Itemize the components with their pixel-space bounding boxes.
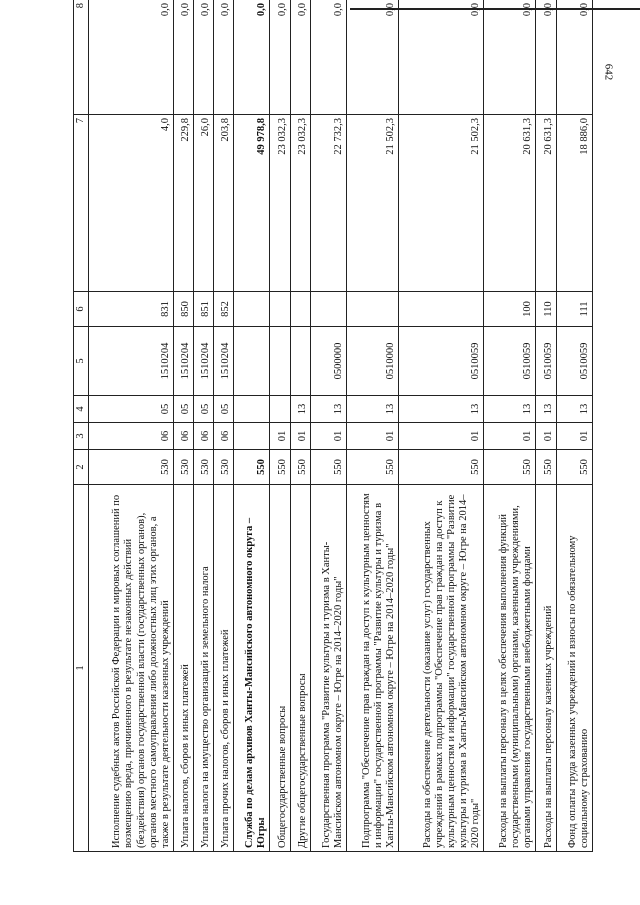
table-cell bbox=[270, 292, 290, 327]
table-cell: Расходы на выплаты персоналу казенных учреждений bbox=[536, 485, 556, 852]
table-cell: 01 bbox=[270, 423, 290, 450]
table-cell: Общегосударственные вопросы bbox=[270, 485, 290, 852]
table-cell: 0,0 bbox=[290, 0, 310, 115]
header-cell: 2 bbox=[74, 450, 89, 485]
table-cell: 850 bbox=[173, 292, 193, 327]
table-cell: 0,0 bbox=[484, 0, 536, 115]
table-cell: 0,0 bbox=[399, 0, 484, 115]
table-cell: 23 032,3 bbox=[290, 115, 310, 292]
table-cell: 0,0 bbox=[214, 0, 234, 115]
table-cell: 530 bbox=[214, 450, 234, 485]
table-cell: 0,0 bbox=[347, 0, 399, 115]
table-cell: 01 bbox=[347, 423, 399, 450]
table-cell: 550 bbox=[290, 450, 310, 485]
table-cell: 22 732,3 bbox=[310, 115, 346, 292]
table-cell: 01 bbox=[484, 423, 536, 450]
table-cell: 851 bbox=[193, 292, 213, 327]
page-number: 642 bbox=[602, 63, 615, 81]
table-row bbox=[234, 0, 270, 852]
header-cell: 1 bbox=[74, 485, 89, 852]
table-cell: 23 032,3 bbox=[270, 115, 290, 292]
table-cell: 05 bbox=[214, 396, 234, 423]
table-cell: 06 bbox=[89, 423, 174, 450]
table-cell: 550 bbox=[556, 450, 592, 485]
table-cell: Исполнение судебных актов Российской Федерации и мировых соглашений по возмещению вреда, причиненного в результате незаконных действий (бездействия) органов государственной власти (государственных органов), органов местного самоуправления либо должностных лиц этих органов, а также в результате деятельности казенных учреждений bbox=[89, 485, 174, 852]
table-cell: 0,0 bbox=[270, 0, 290, 115]
table-cell bbox=[270, 396, 290, 423]
table-cell: 100 bbox=[484, 292, 536, 327]
table-cell: Расходы на выплаты персоналу в целях обеспечения выполнения функций государственными (муниципальными) органами, казенными учреждениями, органами управления государственными внебюджетными фондами bbox=[484, 485, 536, 852]
table-cell: 203,8 bbox=[214, 115, 234, 292]
table-cell: Фонд оплаты труда казенных учреждений и взносы по обязательному социальному страхованию bbox=[556, 485, 592, 852]
table-cell bbox=[290, 327, 310, 396]
table-row bbox=[270, 0, 290, 852]
table-cell: 01 bbox=[310, 423, 346, 450]
table-row bbox=[290, 0, 310, 852]
table-cell: 18 886,0 bbox=[556, 115, 592, 292]
table-cell: 1510204 bbox=[89, 327, 174, 396]
table-cell: 20 631,3 bbox=[484, 115, 536, 292]
table-cell: Уплата налогов, сборов и иных платежей bbox=[173, 485, 193, 852]
table-cell: 01 bbox=[536, 423, 556, 450]
table-cell: 13 bbox=[310, 396, 346, 423]
table-row bbox=[173, 0, 193, 852]
table-cell: 550 bbox=[399, 450, 484, 485]
table-cell: Уплата налога на имущество организаций и земельного налога bbox=[193, 485, 213, 852]
table-cell bbox=[290, 292, 310, 327]
table-cell: 4,0 bbox=[89, 115, 174, 292]
table-cell: 831 bbox=[89, 292, 174, 327]
table-header-row bbox=[74, 0, 89, 852]
table-cell bbox=[234, 423, 270, 450]
table-cell: Подпрограмма "Обеспечение прав граждан на доступ к культурным ценностям и информации" государственной программы "Развитие культуры и туризма в Ханты-Мансийском автономном округе – Югре на 2014–2020 годы" bbox=[347, 485, 399, 852]
table-cell bbox=[234, 396, 270, 423]
table-cell: Другие общегосударственные вопросы bbox=[290, 485, 310, 852]
table-row bbox=[89, 0, 174, 852]
table-cell: 20 631,3 bbox=[536, 115, 556, 292]
table-cell: 852 bbox=[214, 292, 234, 327]
header-cell: 6 bbox=[74, 292, 89, 327]
table-cell: 05 bbox=[89, 396, 174, 423]
table-cell: 06 bbox=[193, 423, 213, 450]
table-row bbox=[214, 0, 234, 852]
table-cell: 49 978,8 bbox=[234, 115, 270, 292]
table-cell: Служба по делам архивов Ханты-Мансийского автономного округа – Югры bbox=[234, 485, 270, 852]
table-cell bbox=[234, 327, 270, 396]
table-cell: 229,8 bbox=[173, 115, 193, 292]
table-cell: 05 bbox=[193, 396, 213, 423]
table-cell: 0,0 bbox=[536, 0, 556, 115]
table-cell: 550 bbox=[234, 450, 270, 485]
table-cell: 550 bbox=[536, 450, 556, 485]
table-cell: 0500000 bbox=[310, 327, 346, 396]
table-cell: 13 bbox=[556, 396, 592, 423]
table-cell: 21 502,3 bbox=[347, 115, 399, 292]
table-row bbox=[399, 0, 484, 852]
table-cell: 530 bbox=[89, 450, 174, 485]
table-cell: 550 bbox=[347, 450, 399, 485]
table-cell: 110 bbox=[536, 292, 556, 327]
header-cell: 3 bbox=[74, 423, 89, 450]
table-cell bbox=[347, 292, 399, 327]
budget-table bbox=[73, 0, 593, 852]
table-body bbox=[89, 0, 593, 852]
table-cell: 530 bbox=[193, 450, 213, 485]
table-row bbox=[536, 0, 556, 852]
table-cell bbox=[399, 292, 484, 327]
table-cell: 13 bbox=[290, 396, 310, 423]
table-cell: 0510000 bbox=[347, 327, 399, 396]
header-cell: 8 bbox=[74, 0, 89, 115]
table-cell: 0,0 bbox=[310, 0, 346, 115]
table-cell: 0510059 bbox=[484, 327, 536, 396]
table-cell: 01 bbox=[556, 423, 592, 450]
table-cell: 0510059 bbox=[399, 327, 484, 396]
table-cell: 01 bbox=[399, 423, 484, 450]
table-cell: Уплата прочих налогов, сборов и иных платежей bbox=[214, 485, 234, 852]
table-row bbox=[556, 0, 592, 852]
table-cell: 530 bbox=[173, 450, 193, 485]
table-cell: 05 bbox=[173, 396, 193, 423]
table-cell bbox=[270, 327, 290, 396]
table-cell: 01 bbox=[290, 423, 310, 450]
table-cell: 0,0 bbox=[556, 0, 592, 115]
table-cell: 0,0 bbox=[234, 0, 270, 115]
table-cell: 0510059 bbox=[536, 327, 556, 396]
table-row bbox=[347, 0, 399, 852]
table-cell: 0,0 bbox=[89, 0, 174, 115]
table-cell: 06 bbox=[173, 423, 193, 450]
table-cell: 111 bbox=[556, 292, 592, 327]
table-cell: 0510059 bbox=[556, 327, 592, 396]
table-cell: 550 bbox=[484, 450, 536, 485]
table-cell: Государственная программа "Развитие культуры и туризма в Ханты-Мансийском автономном округе – Югре на 2014–2020 годы" bbox=[310, 485, 346, 852]
table-cell: 26,0 bbox=[193, 115, 213, 292]
table-cell: 13 bbox=[347, 396, 399, 423]
table-cell: 1510204 bbox=[193, 327, 213, 396]
header-cell: 4 bbox=[74, 396, 89, 423]
table-cell bbox=[310, 292, 346, 327]
table-cell: Расходы на обеспечение деятельности (оказание услуг) государственных учреждений в рамках подпрограммы "Обеспечение прав граждан на доступ к культурным ценностям и информации" государственной программы "Развитие культуры и туризма в Ханты-Мансийском автономном округе – Югре на 2014–2020 годы" bbox=[399, 485, 484, 852]
rotated-table-container bbox=[73, 3, 593, 852]
table-cell: 13 bbox=[399, 396, 484, 423]
table-cell: 550 bbox=[270, 450, 290, 485]
header-cell: 7 bbox=[74, 115, 89, 292]
header-cell: 5 bbox=[74, 327, 89, 396]
table-cell: 0,0 bbox=[173, 0, 193, 115]
table-cell: 21 502,3 bbox=[399, 115, 484, 292]
table-cell: 06 bbox=[214, 423, 234, 450]
table-cell: 1510204 bbox=[214, 327, 234, 396]
table-row bbox=[193, 0, 213, 852]
table-cell bbox=[234, 292, 270, 327]
table-cell: 550 bbox=[310, 450, 346, 485]
table-row bbox=[484, 0, 536, 852]
table-cell: 1510204 bbox=[173, 327, 193, 396]
table-cell: 13 bbox=[484, 396, 536, 423]
table-cell: 13 bbox=[536, 396, 556, 423]
table-cell: 0,0 bbox=[193, 0, 213, 115]
table-row bbox=[310, 0, 346, 852]
